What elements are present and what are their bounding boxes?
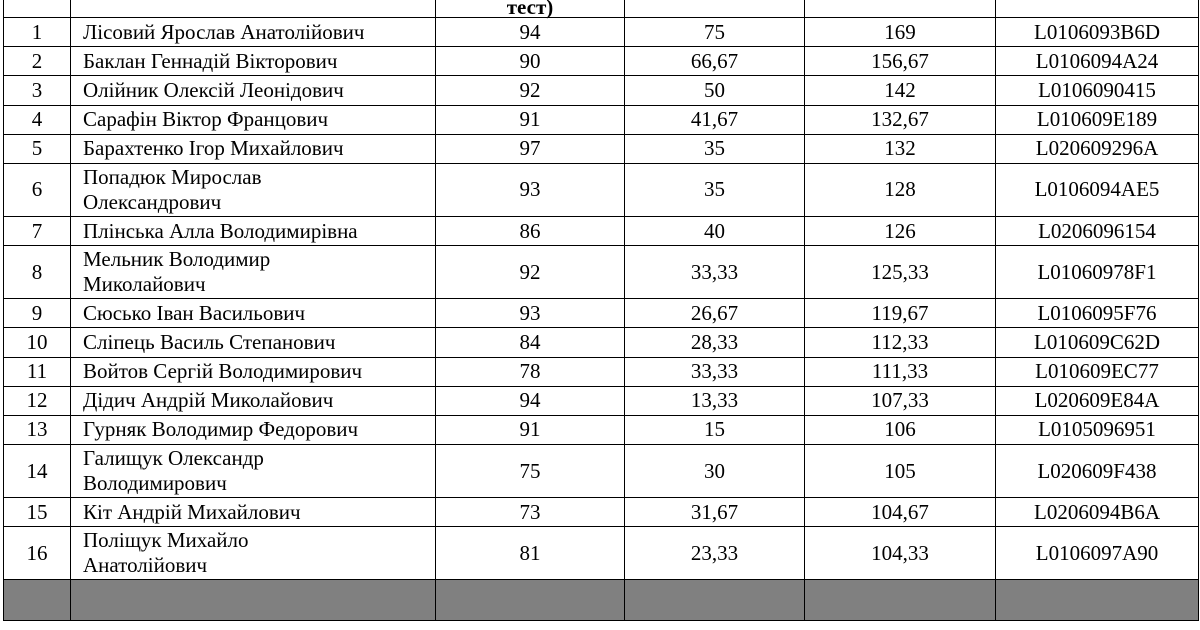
header-cell: [625, 0, 805, 18]
score-a: 90: [436, 47, 625, 76]
person-name-line: Сліпець Василь Степанович: [83, 329, 336, 354]
score-a: 75: [436, 445, 625, 498]
footer-cell: [4, 580, 71, 621]
score-b: 28,33: [625, 328, 805, 357]
row-number: 9: [4, 299, 71, 328]
person-name: [71, 386, 436, 415]
header-cell: [71, 0, 436, 18]
score-total: 125,33: [805, 246, 996, 299]
registration-code: L0106090415: [996, 76, 1199, 105]
registration-code: L0106094A24: [996, 47, 1199, 76]
row-number: 16: [4, 527, 71, 580]
person-name-line: Баклан Геннадій Вікторович: [83, 48, 338, 73]
row-number: 2: [4, 47, 71, 76]
person-name-line: Володимирович: [83, 471, 227, 496]
registration-code: L0206094B6A: [996, 498, 1199, 527]
header-cell-test: тест): [436, 0, 625, 18]
header-cell: [4, 0, 71, 18]
score-b: 13,33: [625, 386, 805, 415]
person-name-line: Мельник Володимир: [83, 247, 271, 272]
score-total: 132,67: [805, 105, 996, 134]
table-row: [4, 76, 1199, 105]
person-name: [71, 47, 436, 76]
score-a: 93: [436, 163, 625, 216]
person-name: [71, 415, 436, 444]
score-a: 86: [436, 216, 625, 245]
score-total: 128: [805, 163, 996, 216]
score-total: 156,67: [805, 47, 996, 76]
registration-code: L010609E189: [996, 105, 1199, 134]
table-row: [4, 328, 1199, 357]
row-number: 1: [4, 18, 71, 47]
score-a: 97: [436, 134, 625, 163]
score-a: 81: [436, 527, 625, 580]
score-total: 106: [805, 415, 996, 444]
score-b: 40: [625, 216, 805, 245]
score-a: 73: [436, 498, 625, 527]
person-name-line: Анатолійович: [83, 553, 208, 578]
row-number: 15: [4, 498, 71, 527]
person-name-line: Олександрович: [83, 189, 222, 214]
score-total: 132: [805, 134, 996, 163]
score-total: 111,33: [805, 357, 996, 386]
person-name: [71, 216, 436, 245]
registration-code: L010609EC77: [996, 357, 1199, 386]
row-number: 13: [4, 415, 71, 444]
footer-row: [4, 580, 1199, 621]
person-name-line: Поліщук Михайло: [83, 528, 249, 553]
person-name: [71, 134, 436, 163]
registration-code: L020609296A: [996, 134, 1199, 163]
header-cell: [805, 0, 996, 18]
person-name: [71, 328, 436, 357]
person-name: [71, 445, 436, 498]
registration-code: L0106094AE5: [996, 163, 1199, 216]
row-number: 12: [4, 386, 71, 415]
score-b: 33,33: [625, 357, 805, 386]
person-name-line: Олійник Олексій Леонідович: [83, 77, 344, 102]
score-total: 107,33: [805, 386, 996, 415]
table-row: [4, 415, 1199, 444]
person-name-line: Барахтенко Ігор Михайлович: [83, 136, 344, 161]
score-total: 126: [805, 216, 996, 245]
person-name-line: Войтов Сергій Володимирович: [83, 359, 363, 384]
registration-code: L020609E84A: [996, 386, 1199, 415]
table-row: [4, 357, 1199, 386]
person-name: [71, 357, 436, 386]
score-a: 91: [436, 415, 625, 444]
registration-code: L020609F438: [996, 445, 1199, 498]
score-a: 93: [436, 299, 625, 328]
row-number: 5: [4, 134, 71, 163]
person-name: [71, 299, 436, 328]
score-total: 112,33: [805, 328, 996, 357]
table-row: [4, 134, 1199, 163]
footer-cell: [996, 580, 1199, 621]
registration-code: L01060978F1: [996, 246, 1199, 299]
person-name-line: Лісовий Ярослав Анатолійович: [83, 19, 365, 44]
person-name-line: Гурняк Володимир Федорович: [83, 417, 359, 442]
score-total: 104,67: [805, 498, 996, 527]
table-row: [4, 47, 1199, 76]
header-row: [4, 0, 1199, 18]
header-cell: [996, 0, 1199, 18]
footer-cell: [805, 580, 996, 621]
person-name-line: Миколайович: [83, 272, 206, 297]
registration-code: L0106093B6D: [996, 18, 1199, 47]
table-row: [4, 498, 1199, 527]
table-row: [4, 163, 1199, 216]
score-b: 66,67: [625, 47, 805, 76]
score-b: 41,67: [625, 105, 805, 134]
results-table: [3, 0, 1199, 621]
score-b: 75: [625, 18, 805, 47]
row-number: 14: [4, 445, 71, 498]
score-a: 94: [436, 386, 625, 415]
person-name-line: Кіт Андрій Михайлович: [83, 499, 301, 524]
person-name: [71, 76, 436, 105]
score-a: 92: [436, 76, 625, 105]
person-name: [71, 246, 436, 299]
score-b: 33,33: [625, 246, 805, 299]
score-b: 23,33: [625, 527, 805, 580]
registration-code: L0106095F76: [996, 299, 1199, 328]
table-row: [4, 299, 1199, 328]
person-name-line: Галищук Олександр: [83, 446, 264, 471]
results-table-body: [4, 0, 1199, 621]
score-total: 142: [805, 76, 996, 105]
person-name-line: Сарафін Віктор Францович: [83, 107, 329, 132]
person-name: [71, 163, 436, 216]
table-row: [4, 445, 1199, 498]
footer-cell: [625, 580, 805, 621]
score-b: 30: [625, 445, 805, 498]
score-b: 35: [625, 163, 805, 216]
score-a: 78: [436, 357, 625, 386]
row-number: 10: [4, 328, 71, 357]
score-a: 91: [436, 105, 625, 134]
row-number: 6: [4, 163, 71, 216]
person-name: [71, 18, 436, 47]
person-name: [71, 498, 436, 527]
row-number: 8: [4, 246, 71, 299]
registration-code: L010609C62D: [996, 328, 1199, 357]
person-name: [71, 527, 436, 580]
row-number: 7: [4, 216, 71, 245]
registration-code: L0206096154: [996, 216, 1199, 245]
table-row: [4, 527, 1199, 580]
score-b: 35: [625, 134, 805, 163]
score-a: 94: [436, 18, 625, 47]
person-name-line: Попадюк Мирослав: [83, 164, 262, 189]
score-total: 169: [805, 18, 996, 47]
person-name-line: Плінська Алла Володимирівна: [83, 218, 358, 243]
score-b: 50: [625, 76, 805, 105]
person-name-line: Дідич Андрій Миколайович: [83, 388, 334, 413]
score-total: 104,33: [805, 527, 996, 580]
row-number: 11: [4, 357, 71, 386]
table-row: [4, 105, 1199, 134]
registration-code: L0106097A90: [996, 527, 1199, 580]
score-total: 105: [805, 445, 996, 498]
row-number: 4: [4, 105, 71, 134]
person-name: [71, 105, 436, 134]
score-b: 15: [625, 415, 805, 444]
person-name-line: Сюсько Іван Васильович: [83, 300, 306, 325]
score-a: 92: [436, 246, 625, 299]
score-b: 31,67: [625, 498, 805, 527]
footer-cell: [436, 580, 625, 621]
score-a: 84: [436, 328, 625, 357]
table-row: [4, 18, 1199, 47]
table-row: [4, 246, 1199, 299]
footer-cell: [71, 580, 436, 621]
score-total: 119,67: [805, 299, 996, 328]
table-row: [4, 216, 1199, 245]
table-row: [4, 386, 1199, 415]
row-number: 3: [4, 76, 71, 105]
score-b: 26,67: [625, 299, 805, 328]
registration-code: L0105096951: [996, 415, 1199, 444]
